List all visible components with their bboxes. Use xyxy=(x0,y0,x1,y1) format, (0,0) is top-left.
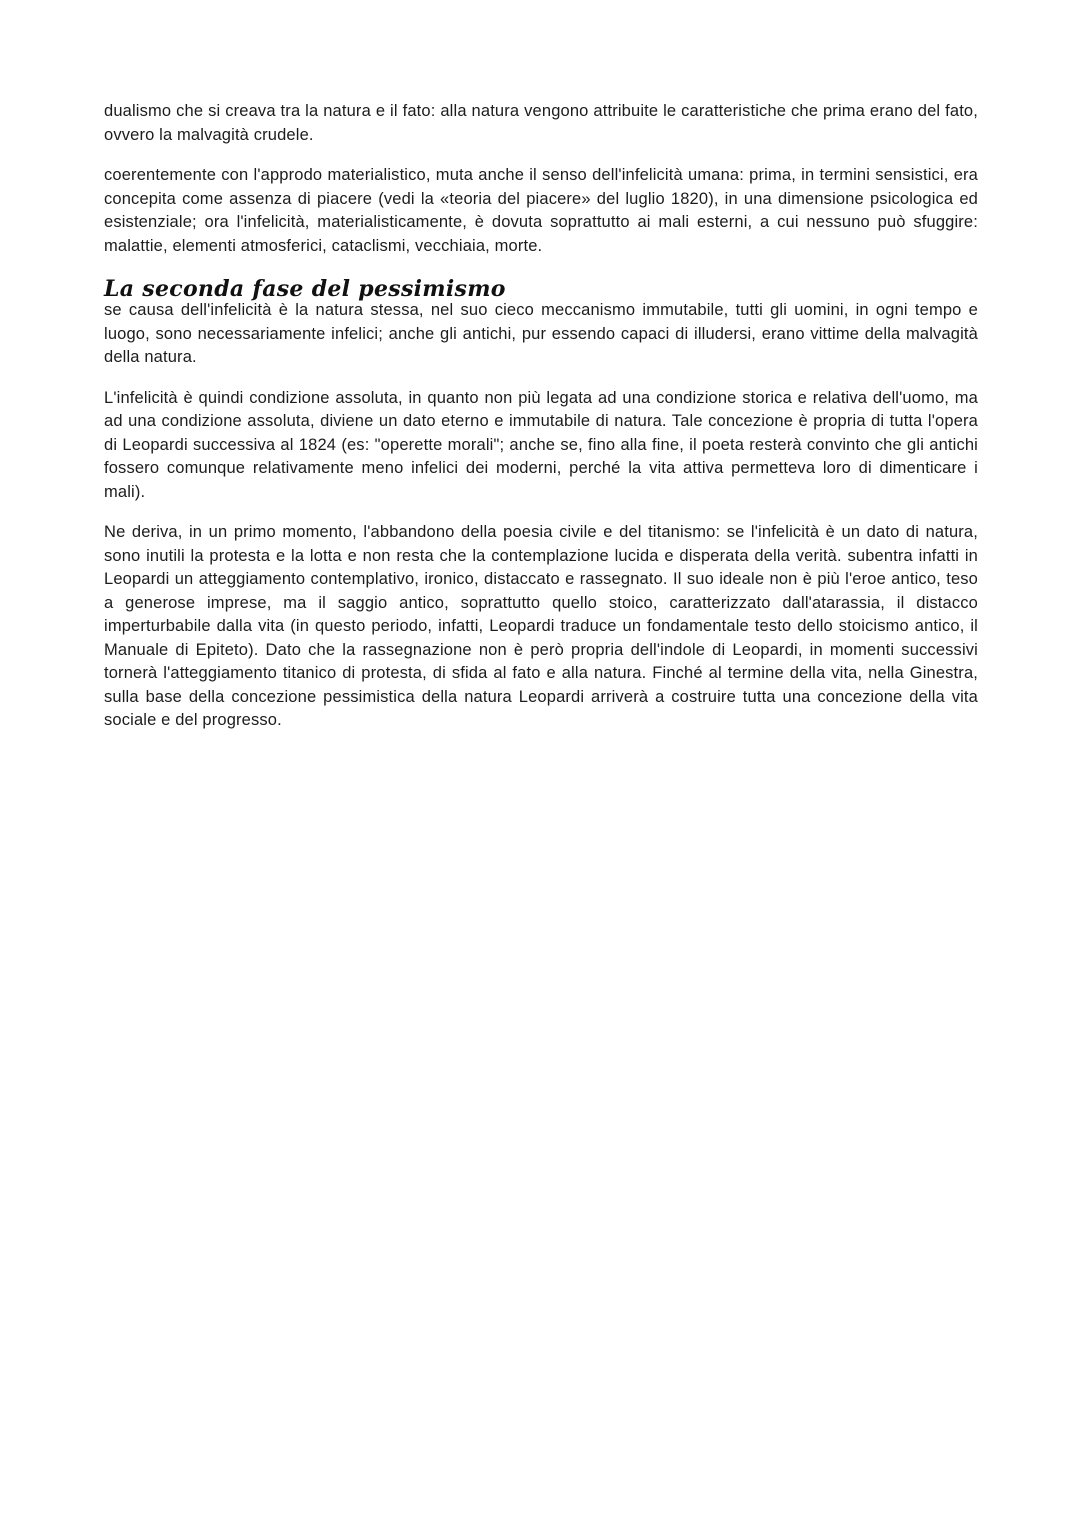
paragraph-abbandono-poesia-civile: Ne deriva, in un primo momento, l'abbandono della poesia civile e del titanismo: se l'infelicità è un dato di natura, sono inutili la protesta e la lotta e non resta che la contemplazione lucida e disperata della verità. subentra infatti in Leopardi un atteggiamento contemplativo, ironico, distaccato e rassegnato. Il suo ideale non è più l'eroe antico, teso a generose imprese, ma il saggio antico, soprattutto quello stoico, caratterizzato dall'atarassia, il distacco imperturbabile dalla vita (in questo periodo, infatti, Leopardi traduce un fondamentale testo dello stoicismo antico, il Manuale di Epiteto). Dato che la rassegnazione non è però propria dell'indole di Leopardi, in momenti successivi tornerà l'atteggiamento titanico di protesta, di sfida al fato e alla natura. Finché al termine della vita, nella Ginestra, sulla base della concezione pessimistica della natura Leopardi arriverà a costruire tutta una concezione della vita sociale e del progresso. xyxy=(104,523,978,729)
paragraph-condizione-assoluta: L'infelicità è quindi condizione assoluta, in quanto non più legata ad una condizione storica e relativa dell'uomo, ma ad una condizione assoluta, diviene un dato eterno e immutabile di natura. Tale concezione è propria di tutta l'opera di Leopardi successiva al 1824 (es: "operette morali"; anche se, fino alla fine, il poeta resterà convinto che gli antichi fossero comunque relativamente meno infelici dei moderni, perché la vita attiva permetteva loro di dimenticare i mali). xyxy=(104,388,978,501)
section-heading: La seconda fase del pessimismo xyxy=(104,276,506,302)
paragraph-causa-infelicita: se causa dell'infelicità è la natura stessa, nel suo cieco meccanismo immutabile, tutti gli uomini, in ogni tempo e luogo, sono necessariamente infelici; anche gli antichi, pur essendo capaci di illudersi, erano vittime della malvagità della natura. xyxy=(104,301,978,366)
paragraph-dualismo: dualismo che si creava tra la natura e il fato: alla natura vengono attribuite le caratteristiche che prima erano del fato, ovvero la malvagità crudele. xyxy=(104,102,978,144)
paragraph-infelicita-materialistica: coerentemente con l'approdo materialistico, muta anche il senso dell'infelicità umana: prima, in termini sensistici, era concepita come assenza di piacere (vedi la «teoria del piacere» del luglio 1820), in una dimensione psicologica ed esistenziale; ora l'infelicità, materialisticamente, è dovuta soprattutto ai mali esterni, a cui nessuno può sfuggire: malattie, elementi atmosferici, cataclismi, vecchiaia, morte. xyxy=(104,166,978,255)
document-page xyxy=(104,100,978,750)
